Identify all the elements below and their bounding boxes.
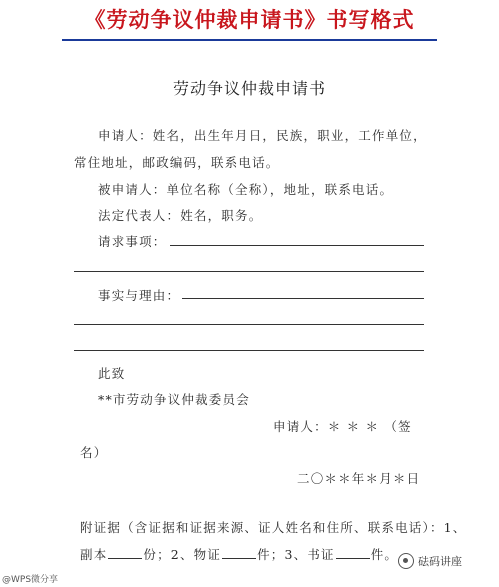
legal-representative-line: 法定代表人：姓名，职务。 bbox=[98, 208, 263, 223]
request-blank-line-2 bbox=[74, 271, 424, 272]
attachment-line-1: 附证据（含证据和证据来源、证人姓名和住所、联系电话）：1、 bbox=[80, 520, 467, 535]
request-label: 请求事项： bbox=[98, 234, 167, 249]
watermark-left: @WPS微分享 bbox=[2, 575, 59, 585]
document-page bbox=[0, 42, 499, 587]
salutation: 此致 bbox=[98, 366, 126, 381]
attachment-material-label: 份；2、物证 bbox=[143, 547, 222, 562]
wechat-logo-icon bbox=[398, 553, 414, 569]
attachment-blank-1 bbox=[108, 547, 142, 559]
banner bbox=[0, 0, 499, 40]
respondent-line: 被申请人：单位名称（全称），地址，联系电话。 bbox=[98, 182, 394, 197]
attachment-document-label: 件；3、书证 bbox=[257, 547, 335, 562]
signature-line-1: 申请人：＊ ＊ ＊ （签 bbox=[273, 419, 412, 434]
document-title: 劳动争议仲裁申请书 bbox=[172, 79, 326, 98]
watermark-right-text: 砝码讲座 bbox=[418, 555, 462, 568]
facts-blank-line-3 bbox=[74, 350, 424, 351]
applicant-line-1: 申请人：姓名，出生年月日，民族，职业，工作单位， bbox=[98, 128, 427, 143]
facts-label: 事实与理由： bbox=[98, 288, 181, 303]
signature-line-2: 名） bbox=[80, 445, 108, 460]
attachment-end-label: 件。 bbox=[370, 547, 399, 562]
facts-blank-line-1 bbox=[182, 298, 424, 299]
date-line: 二〇＊＊年＊月＊日 bbox=[297, 471, 421, 486]
attachment-line-2 bbox=[80, 545, 398, 563]
committee-name: **市劳动争议仲裁委员会 bbox=[98, 392, 250, 407]
attachment-copy-label: 副本 bbox=[80, 547, 108, 562]
watermark-right bbox=[398, 553, 462, 569]
banner-divider bbox=[62, 39, 437, 41]
banner-title: 《劳动争议仲裁申请书》书写格式 bbox=[84, 8, 415, 32]
facts-blank-line-2 bbox=[74, 324, 424, 325]
attachment-blank-2 bbox=[222, 547, 256, 559]
attachment-blank-3 bbox=[336, 547, 370, 559]
request-blank-line-1 bbox=[170, 245, 424, 246]
applicant-line-2: 常住地址，邮政编码，联系电话。 bbox=[74, 155, 280, 170]
